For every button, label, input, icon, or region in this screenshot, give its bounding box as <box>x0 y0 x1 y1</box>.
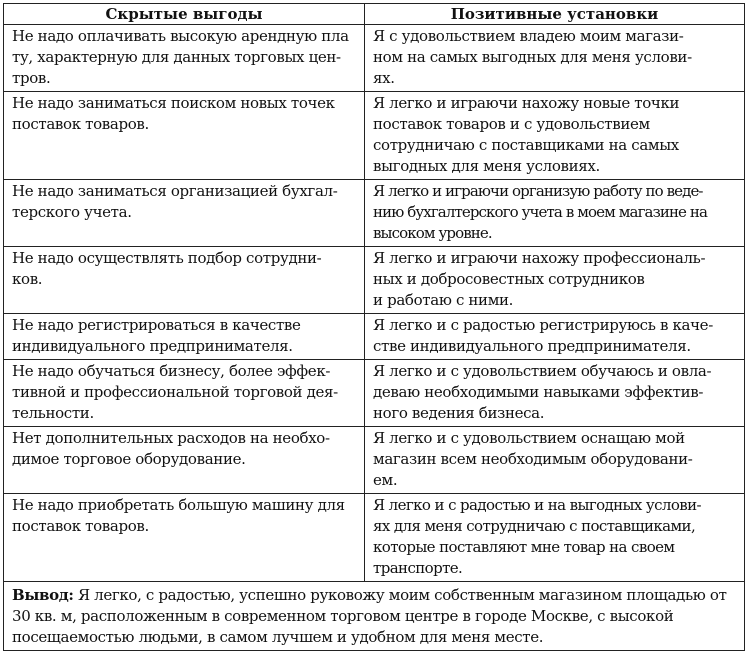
positive-affirmation-cell <box>365 25 745 92</box>
positive-affirmation-text: Я легко и с удовольствием оснащаю мой магазин всем необходимым оборудовани- ем. <box>373 429 693 489</box>
positive-affirmation-text: Я легко и играючи организую работу по веде- нию бухгалтерского учета в моем магазине на высоком уровне. <box>373 182 708 242</box>
hidden-benefit-cell <box>4 360 365 427</box>
hidden-benefit-cell <box>4 427 365 494</box>
table-row <box>4 247 745 314</box>
table-row <box>4 427 745 494</box>
positive-affirmation-cell <box>365 494 745 582</box>
positive-affirmation-text: Я легко и играючи нахожу профессиональ- ных и добросовестных сотрудников и работаю с ними. <box>373 249 706 309</box>
hidden-benefit-cell <box>4 314 365 360</box>
hidden-benefit-text: Не надо обучаться бизнесу, более эффек- тивной и профессиональной торговой дея- тельности. <box>12 362 338 422</box>
hidden-benefit-cell <box>4 494 365 582</box>
table-row <box>4 25 745 92</box>
hidden-benefit-text: Не надо заниматься организацией бухгал- терского учета. <box>12 182 338 221</box>
conclusion-cell <box>4 582 745 651</box>
positive-affirmation-cell <box>365 180 745 247</box>
hidden-benefit-cell <box>4 247 365 314</box>
hidden-benefit-text: Не надо приобретать большую машину для поставок товаров. <box>12 496 345 535</box>
positive-affirmation-cell <box>365 247 745 314</box>
conclusion-text: Я легко, с радостью, успешно руковожу моим собственным магазином площадью от 30 кв. м, расположенным в современном торговом центре в городе Москве, с высокой посещаемостью людьми, в самом лучшем и удобном для меня месте. <box>12 586 727 646</box>
table-row <box>4 314 745 360</box>
positive-affirmation-cell <box>365 92 745 180</box>
table-row <box>4 360 745 427</box>
table-row <box>4 494 745 582</box>
positive-affirmation-text: Я легко и с радостью регистрируюсь в каче- стве индивидуального предпринимателя. <box>373 316 713 355</box>
hidden-benefit-text: Не надо осуществлять подбор сотрудни- ков. <box>12 249 322 288</box>
positive-affirmation-text: Я легко и с радостью и на выгодных услови- ях для меня сотрудничаю с поставщиками, которые поставляют мне товар на своем транспорте. <box>373 496 702 577</box>
positive-affirmation-text: Я легко и с удовольствием обучаюсь и овла- деваю необходимыми навыками эффектив- ного ведения бизнеса. <box>373 362 712 422</box>
positive-affirmation-cell <box>365 360 745 427</box>
column-header-hidden-benefits: Скрытые выгоды <box>4 4 365 25</box>
hidden-benefit-cell <box>4 180 365 247</box>
hidden-benefit-text: Не надо заниматься поиском новых точек поставок товаров. <box>12 94 335 133</box>
table-row <box>4 92 745 180</box>
hidden-benefit-text: Не надо оплачивать высокую арендную пла ту, характерную для данных торговых цен- тров. <box>12 27 349 87</box>
positive-affirmation-text: Я легко и играючи нахожу новые точки поставок товаров и с удовольствием сотрудничаю с поставщиками на самых выгодных для меня условиях. <box>373 94 680 175</box>
table-row <box>4 180 745 247</box>
table-header-row <box>4 4 745 25</box>
hidden-benefit-text: Не надо регистрироваться в качестве индивидуального предпринимателя. <box>12 316 301 355</box>
column-header-positive-affirmations: Позитивные установки <box>365 4 745 25</box>
conclusion-label: Вывод: <box>12 586 74 604</box>
conclusion-row <box>4 582 745 651</box>
hidden-benefit-text: Нет дополнительных расходов на необхо- димое торговое оборудование. <box>12 429 330 468</box>
positive-affirmation-cell <box>365 314 745 360</box>
hidden-benefit-cell <box>4 25 365 92</box>
hidden-benefit-cell <box>4 92 365 180</box>
positive-affirmation-text: Я с удовольствием владею моим магази- ном на самых выгодных для меня услови- ях. <box>373 27 692 87</box>
benefits-table <box>3 3 745 651</box>
positive-affirmation-cell <box>365 427 745 494</box>
